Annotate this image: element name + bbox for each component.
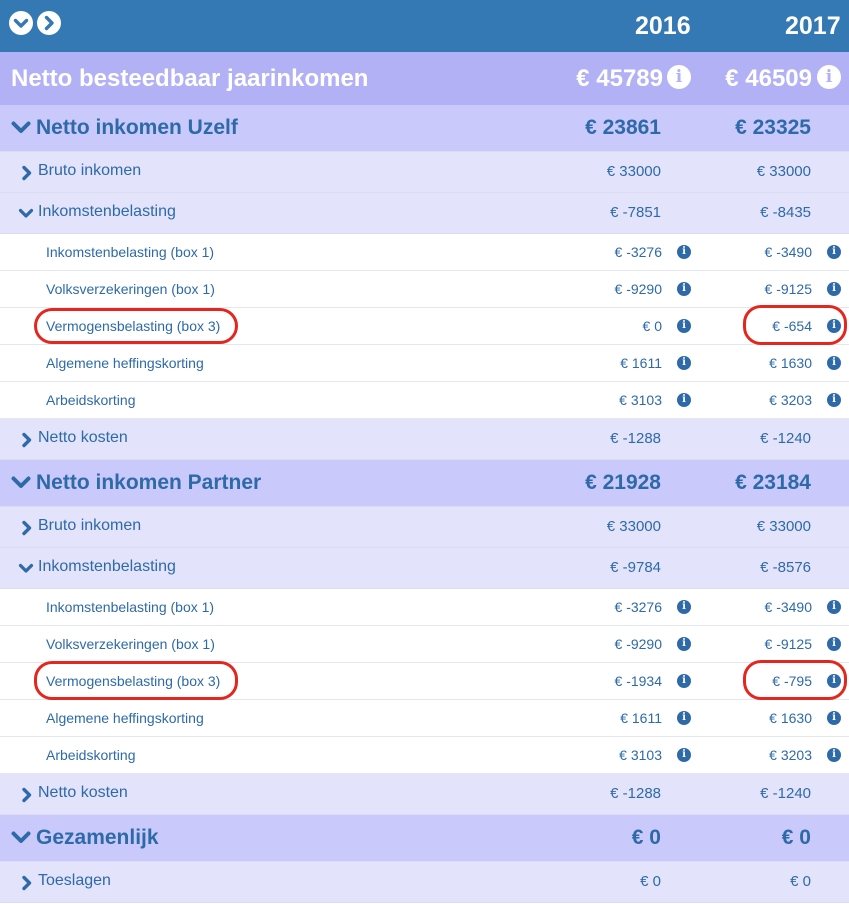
year-2016-header: 2016 <box>635 12 691 40</box>
detail-row <box>0 700 849 737</box>
chevron-right-icon[interactable] <box>21 165 33 181</box>
value-2016: € -1288 <box>610 430 661 447</box>
chevron-right-circle-icon[interactable] <box>37 11 61 35</box>
info-icon[interactable]: i <box>677 282 691 296</box>
detail-row <box>0 382 849 419</box>
value-2016: € 0 <box>640 873 661 890</box>
value-2016: € -9784 <box>610 559 661 576</box>
detail-label: Vermogensbelasting (box 3) <box>46 673 221 689</box>
detail-label: Volksverzekeringen (box 1) <box>46 636 215 652</box>
info-icon[interactable]: i <box>677 600 691 614</box>
total-row <box>0 52 849 105</box>
info-icon[interactable]: i <box>827 319 841 333</box>
row-label: Toeslagen <box>38 872 111 889</box>
info-icon[interactable]: i <box>827 356 841 370</box>
detail-label: Algemene heffingskorting <box>46 710 204 726</box>
value-2017: € -795 <box>772 673 812 689</box>
detail-label: Volksverzekeringen (box 1) <box>46 281 215 297</box>
row-inkomstenbelasting[interactable] <box>0 193 849 234</box>
section-uzelf[interactable] <box>0 105 849 152</box>
row-inkomstenbelasting[interactable] <box>0 548 849 589</box>
detail-label: Inkomstenbelasting (box 1) <box>46 599 215 615</box>
total-value-2017: € 46509 <box>725 65 812 92</box>
info-icon[interactable]: i <box>677 393 691 407</box>
detail-label: Vermogensbelasting (box 3) <box>46 318 221 334</box>
value-2016: € 0 <box>642 318 662 334</box>
info-icon[interactable]: i <box>827 600 841 614</box>
detail-row <box>0 737 849 774</box>
value-2017: € 0 <box>790 873 811 890</box>
value-2016: € 1611 <box>620 710 662 726</box>
info-icon[interactable]: i <box>827 637 841 651</box>
row-label: Bruto inkomen <box>38 517 142 534</box>
value-2017: € -8576 <box>760 559 811 576</box>
info-icon[interactable]: i <box>667 65 691 89</box>
info-icon[interactable]: i <box>677 319 691 333</box>
value-2017: € 33000 <box>756 518 811 535</box>
info-icon[interactable]: i <box>677 356 691 370</box>
value-2016: € -7851 <box>610 204 661 221</box>
table-header <box>0 0 849 52</box>
row-toeslagen[interactable] <box>0 862 849 903</box>
row-netto-kosten[interactable] <box>0 774 849 815</box>
info-icon[interactable]: i <box>677 711 691 725</box>
chevron-down-icon[interactable] <box>11 831 31 845</box>
detail-label: Algemene heffingskorting <box>46 355 204 371</box>
value-2017: € -9125 <box>764 636 812 652</box>
row-label: Inkomstenbelasting <box>38 203 176 220</box>
value-2017: € 3203 <box>769 747 812 763</box>
detail-row <box>0 345 849 382</box>
chevron-right-icon[interactable] <box>21 787 33 803</box>
detail-row <box>0 626 849 663</box>
section-gezamenlijk[interactable] <box>0 815 849 862</box>
value-2016: € -3276 <box>614 244 662 260</box>
info-icon[interactable]: i <box>827 748 841 762</box>
value-2017: € -654 <box>772 318 812 334</box>
row-bruto-inkomen[interactable] <box>0 152 849 193</box>
info-icon[interactable]: i <box>677 245 691 259</box>
value-2017: € -1240 <box>760 785 811 802</box>
info-icon[interactable]: i <box>827 282 841 296</box>
chevron-right-icon[interactable] <box>21 520 33 536</box>
row-label: Netto kosten <box>38 784 128 801</box>
section-label: Netto inkomen Partner <box>36 471 262 494</box>
value-2016: € 23861 <box>585 116 661 139</box>
value-2017: € 1630 <box>769 710 812 726</box>
section-partner[interactable] <box>0 460 849 507</box>
detail-row <box>0 308 849 345</box>
chevron-down-icon[interactable] <box>11 121 31 135</box>
info-icon[interactable]: i <box>677 748 691 762</box>
value-2016: € 3103 <box>619 392 662 408</box>
detail-label: Inkomstenbelasting (box 1) <box>46 244 215 260</box>
value-2017: € 1630 <box>769 355 812 371</box>
value-2017: € 23184 <box>735 471 811 494</box>
total-value-2016: € 45789 <box>576 65 663 92</box>
value-2017: € 3203 <box>769 392 812 408</box>
value-2017: € 23325 <box>735 116 811 139</box>
value-2016: € 0 <box>631 826 661 849</box>
value-2017: € -1240 <box>760 430 811 447</box>
value-2016: € -3276 <box>614 599 662 615</box>
info-icon[interactable]: i <box>827 711 841 725</box>
value-2017: € -8435 <box>760 204 811 221</box>
section-label: Gezamenlijk <box>36 826 159 849</box>
row-label: Bruto inkomen <box>38 162 142 179</box>
detail-label: Arbeidskorting <box>46 392 136 408</box>
info-icon[interactable]: i <box>817 65 841 89</box>
chevron-right-icon[interactable] <box>21 432 33 448</box>
chevron-down-icon[interactable] <box>11 476 31 490</box>
value-2017: € -9125 <box>764 281 812 297</box>
row-netto-kosten[interactable] <box>0 419 849 460</box>
row-label: Netto kosten <box>38 429 128 446</box>
detail-row <box>0 234 849 271</box>
total-label: Netto besteedbaar jaarinkomen <box>11 65 369 92</box>
info-icon[interactable]: i <box>827 245 841 259</box>
detail-label: Arbeidskorting <box>46 747 136 763</box>
value-2016: € 33000 <box>606 518 661 535</box>
value-2016: € -1934 <box>614 673 662 689</box>
value-2016: € 3103 <box>619 747 662 763</box>
chevron-down-circle-icon[interactable] <box>9 11 33 35</box>
value-2017: € 0 <box>781 826 811 849</box>
year-2017-header: 2017 <box>785 12 841 40</box>
value-2016: € -9290 <box>614 281 662 297</box>
info-icon[interactable]: i <box>677 637 691 651</box>
row-label: Inkomstenbelasting <box>38 558 176 575</box>
value-2017: € -3490 <box>764 599 812 615</box>
chevron-down-icon[interactable] <box>18 208 34 219</box>
info-icon[interactable]: i <box>827 393 841 407</box>
value-2016: € -9290 <box>614 636 662 652</box>
info-icon[interactable]: i <box>827 674 841 688</box>
info-icon[interactable]: i <box>677 674 691 688</box>
value-2017: € -3490 <box>764 244 812 260</box>
value-2016: € 33000 <box>606 163 661 180</box>
detail-row <box>0 589 849 626</box>
value-2016: € 1611 <box>620 355 662 371</box>
value-2016: € -1288 <box>610 785 661 802</box>
chevron-down-icon[interactable] <box>18 563 34 574</box>
detail-row <box>0 271 849 308</box>
value-2016: € 21928 <box>585 471 661 494</box>
section-label: Netto inkomen Uzelf <box>36 116 238 139</box>
value-2017: € 33000 <box>756 163 811 180</box>
row-bruto-inkomen[interactable] <box>0 507 849 548</box>
detail-row <box>0 663 849 700</box>
chevron-right-icon[interactable] <box>21 875 33 891</box>
